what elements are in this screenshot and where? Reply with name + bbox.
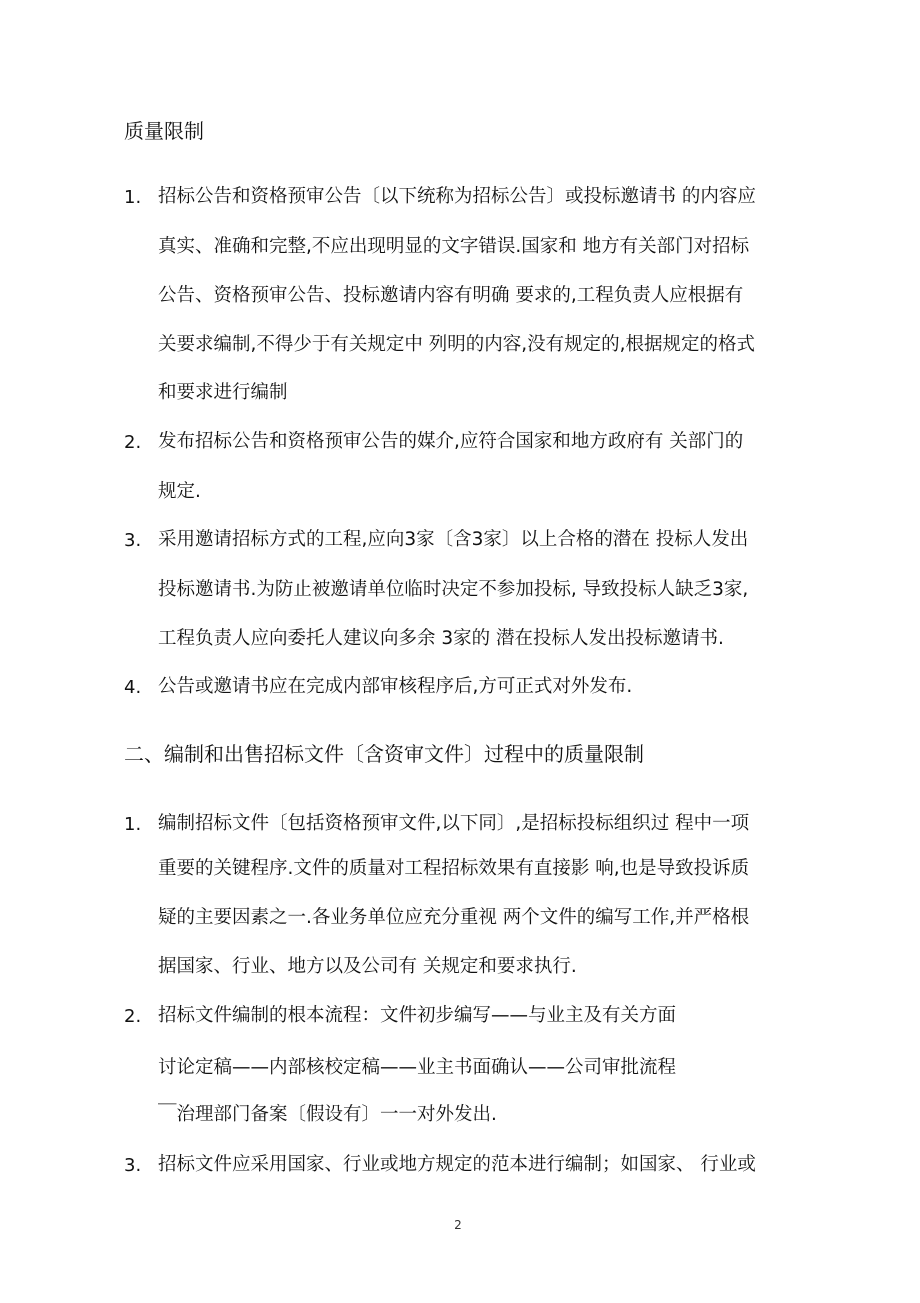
- list-item-line: ￣治理部门备案〔假设有〕一一对外发出.: [158, 1104, 497, 1125]
- list-item-number: 2.: [124, 1006, 142, 1027]
- list-item-line: 关要求编制,不得少于有关规定中 列明的内容,没有规定的,根据规定的格式: [158, 334, 756, 355]
- list-item-line: 疑的主要因素之一.各业务单位应充分重视 两个文件的编写工作,并严格根: [158, 907, 750, 928]
- list-item-line: 采用邀请招标方式的工程,应向3家〔含3家〕以上合格的潜在 投标人发出: [158, 529, 749, 550]
- page-title: 质量限制: [124, 119, 204, 143]
- list-item-line: 和要求进行编制: [158, 382, 288, 403]
- list-item-line: 真实、准确和完整,不应出现明显的文字错误.国家和 地方有关部门对招标: [158, 236, 750, 257]
- list-item-line: 据国家、行业、地方以及公司有 关规定和要求执行.: [158, 956, 577, 977]
- list-item-number: 4.: [124, 677, 142, 698]
- list-item-line: 招标公告和资格预审公告〔以下统称为招标公告〕或投标邀请书 的内容应: [158, 186, 756, 207]
- list-item-number: 3.: [124, 1155, 142, 1176]
- list-item-number: 1.: [124, 814, 142, 835]
- section-heading: 二、编制和出售招标文件〔含资审文件〕过程中的质量限制: [124, 742, 644, 766]
- list-item-line: 工程负责人应向委托人建议向多余 3家的 潜在投标人发出投标邀请书.: [158, 628, 724, 649]
- list-item-number: 1.: [124, 187, 142, 208]
- list-item-line: 投标邀请书.为防止被邀请单位临时决定不参加投标, 导致投标人缺乏3家,: [158, 579, 749, 600]
- list-item-line: 招标文件编制的根本流程：文件初步编写——与业主及有关方面: [158, 1005, 677, 1026]
- list-item-line: 发布招标公告和资格预审公告的媒介,应符合国家和地方政府有 关部门的: [158, 431, 744, 452]
- list-item-line: 公告、资格预审公告、投标邀请内容有明确 要求的,工程负责人应根据有: [158, 285, 744, 306]
- page-number: 2: [454, 1218, 462, 1232]
- list-item-line: 招标文件应采用国家、行业或地方规定的范本进行编制；如国家、 行业或: [158, 1154, 756, 1175]
- list-item-line: 规定.: [158, 481, 201, 502]
- list-item-number: 2.: [124, 432, 142, 453]
- list-item-line: 公告或邀请书应在完成内部审核程序后,方可正式对外发布.: [158, 676, 633, 697]
- list-item-line: 重要的关键程序.文件的质量对工程招标效果有直接影 响,也是导致投诉质: [158, 858, 750, 879]
- list-item-line: 编制招标文件〔包括资格预审文件,以下同〕,是招标投标组织过 程中一项: [158, 813, 750, 834]
- list-item-line: 讨论定稿——内部核校定稿——业主书面确认——公司审批流程: [158, 1057, 677, 1078]
- list-item-number: 3.: [124, 530, 142, 551]
